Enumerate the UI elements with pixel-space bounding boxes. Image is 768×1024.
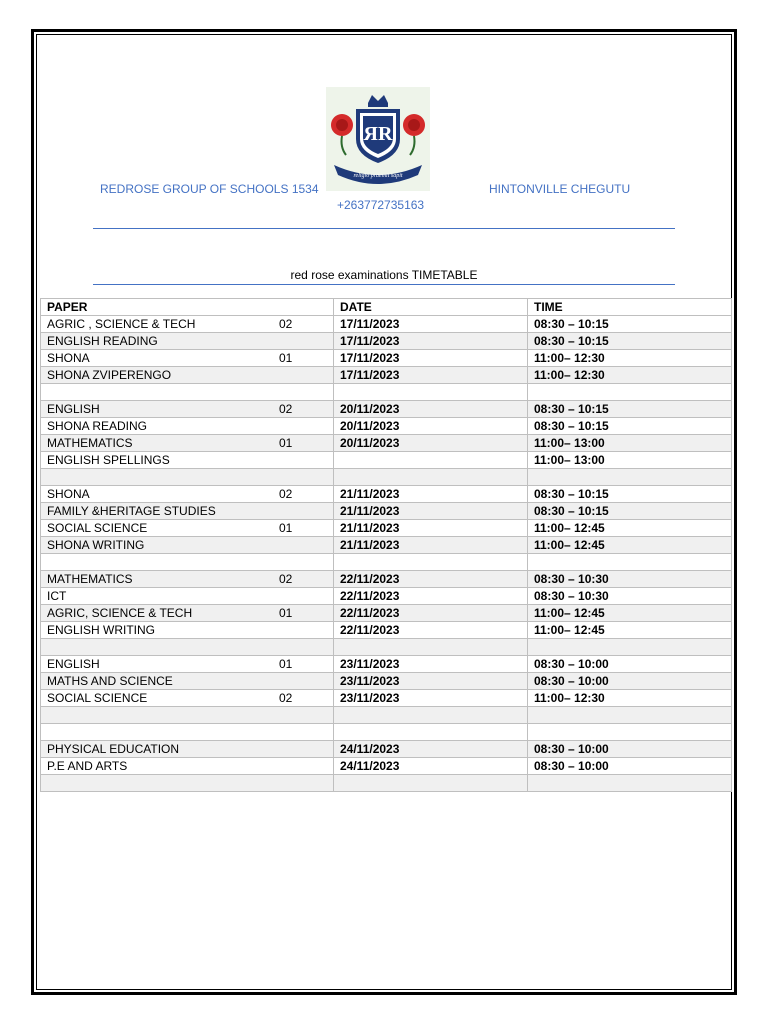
paper-number: 02 [279,691,293,705]
table-row [41,401,732,418]
paper-name: SHONA [47,487,90,501]
timetable-title: red rose examinations TIMETABLE [290,268,478,282]
paper-cell [41,384,334,401]
table-row [41,367,732,384]
paper-name: ENGLISH [47,657,100,671]
date-cell: 22/11/2023 [334,588,528,605]
date-cell: 17/11/2023 [334,350,528,367]
svg-text:religio praemit sapit: religio praemit sapit [353,173,403,179]
paper-name: MATHEMATICS [47,436,133,450]
date-cell: 24/11/2023 [334,741,528,758]
paper-name: SOCIAL SCIENCE [47,691,148,705]
time-cell: 08:30 – 10:00 [528,741,732,758]
paper-number: 01 [279,351,293,365]
time-cell: 08:30 – 10:30 [528,571,732,588]
paper-name: ENGLISH WRITING [47,623,156,637]
date-cell [334,452,528,469]
paper-name: AGRIC , SCIENCE & TECH [47,317,196,331]
date-cell [334,724,528,741]
table-row [41,571,732,588]
time-cell [528,384,732,401]
paper-name: P.E AND ARTS [47,759,128,773]
date-cell: 20/11/2023 [334,418,528,435]
table-row [41,418,732,435]
date-cell [334,384,528,401]
table-row [41,588,732,605]
table-row [41,469,732,486]
paper-number: 01 [279,606,293,620]
paper-cell [41,333,334,350]
date-cell: 22/11/2023 [334,622,528,639]
date-cell: 21/11/2023 [334,486,528,503]
time-cell: 11:00– 12:45 [528,520,732,537]
date-cell: 20/11/2023 [334,435,528,452]
paper-number: 02 [279,572,293,586]
table-row [41,775,732,792]
title-divider [93,284,675,285]
time-cell [528,707,732,724]
time-cell: 11:00– 12:30 [528,367,732,384]
time-cell: 11:00– 13:00 [528,452,732,469]
table-row [41,333,732,350]
paper-cell [41,486,334,503]
paper-cell [41,367,334,384]
paper-cell [41,622,334,639]
date-cell: 23/11/2023 [334,690,528,707]
paper-number: 02 [279,487,293,501]
paper-number: 01 [279,657,293,671]
school-logo [326,87,430,191]
paper-cell [41,775,334,792]
paper-name: AGRIC, SCIENCE & TECH [47,606,193,620]
table-row [41,350,732,367]
paper-name: SHONA [47,351,90,365]
time-cell [528,775,732,792]
school-location: HINTONVILLE CHEGUTU [489,182,631,196]
column-header-date: DATE [334,299,528,316]
paper-name: FAMILY &HERITAGE STUDIES [47,504,216,518]
time-cell: 11:00– 12:45 [528,605,732,622]
date-cell: 22/11/2023 [334,571,528,588]
paper-cell [41,588,334,605]
paper-name: MATHS AND SCIENCE [47,674,173,688]
school-phone: +263772735163 [337,198,425,212]
paper-cell [41,741,334,758]
paper-name: SHONA ZVIPERENGO [47,368,172,382]
time-cell: 11:00– 12:30 [528,690,732,707]
table-row [41,741,732,758]
paper-cell [41,316,334,333]
time-cell: 08:30 – 10:15 [528,503,732,520]
paper-cell [41,571,334,588]
table-row [41,724,732,741]
date-cell: 23/11/2023 [334,656,528,673]
paper-name: SHONA WRITING [47,538,145,552]
svg-text:ЯR: ЯR [363,123,393,145]
date-cell: 20/11/2023 [334,401,528,418]
date-cell [334,775,528,792]
date-cell: 17/11/2023 [334,316,528,333]
time-cell: 08:30 – 10:30 [528,588,732,605]
table-row [41,520,732,537]
table-row [41,316,732,333]
table-row [41,486,732,503]
time-cell: 08:30 – 10:15 [528,333,732,350]
date-cell: 24/11/2023 [334,758,528,775]
date-cell [334,639,528,656]
paper-name: ENGLISH [47,402,100,416]
date-cell: 22/11/2023 [334,605,528,622]
header-divider [93,228,675,229]
table-row [41,622,732,639]
paper-cell [41,639,334,656]
time-cell: 08:30 – 10:15 [528,316,732,333]
time-cell: 08:30 – 10:15 [528,401,732,418]
paper-name: ICT [47,589,67,603]
table-row [41,435,732,452]
paper-cell [41,520,334,537]
table-row [41,656,732,673]
date-cell: 21/11/2023 [334,503,528,520]
paper-cell [41,758,334,775]
paper-cell [41,350,334,367]
date-cell [334,707,528,724]
paper-number: 02 [279,402,293,416]
table-row [41,673,732,690]
paper-name: SOCIAL SCIENCE [47,521,148,535]
table-row [41,554,732,571]
date-cell: 21/11/2023 [334,537,528,554]
paper-cell [41,452,334,469]
paper-cell [41,656,334,673]
paper-name: PHYSICAL EDUCATION [47,742,180,756]
table-row [41,605,732,622]
table-row [41,537,732,554]
table-header-row [41,299,732,316]
date-cell: 17/11/2023 [334,333,528,350]
time-cell [528,469,732,486]
time-cell [528,639,732,656]
paper-cell [41,605,334,622]
paper-cell [41,435,334,452]
time-cell [528,724,732,741]
timetable [40,298,732,792]
time-cell: 08:30 – 10:00 [528,673,732,690]
paper-name: MATHEMATICS [47,572,133,586]
paper-cell [41,418,334,435]
paper-cell [41,707,334,724]
time-cell: 11:00– 12:45 [528,622,732,639]
paper-name: ENGLISH SPELLINGS [47,453,170,467]
paper-number: 01 [279,521,293,535]
date-cell: 21/11/2023 [334,520,528,537]
time-cell: 08:30 – 10:15 [528,486,732,503]
paper-cell [41,537,334,554]
time-cell: 11:00– 12:30 [528,350,732,367]
paper-cell [41,401,334,418]
paper-cell [41,724,334,741]
paper-name: SHONA READING [47,419,148,433]
date-cell: 23/11/2023 [334,673,528,690]
date-cell: 17/11/2023 [334,367,528,384]
table-row [41,384,732,401]
table-row [41,690,732,707]
table-row [41,452,732,469]
time-cell: 08:30 – 10:15 [528,418,732,435]
time-cell [528,554,732,571]
paper-cell [41,503,334,520]
paper-name: ENGLISH READING [47,334,158,348]
column-header-paper: PAPER [41,299,334,316]
date-cell [334,554,528,571]
table-row [41,707,732,724]
paper-cell [41,469,334,486]
table-row [41,503,732,520]
column-header-time: TIME [528,299,732,316]
table-row [41,758,732,775]
school-name: REDROSE GROUP OF SCHOOLS 1534 [100,182,319,196]
time-cell: 11:00– 13:00 [528,435,732,452]
paper-cell [41,690,334,707]
time-cell: 11:00– 12:45 [528,537,732,554]
time-cell: 08:30 – 10:00 [528,758,732,775]
paper-number: 02 [279,317,293,331]
table-row [41,639,732,656]
paper-cell [41,673,334,690]
time-cell: 08:30 – 10:00 [528,656,732,673]
date-cell [334,469,528,486]
paper-cell [41,554,334,571]
paper-number: 01 [279,436,293,450]
